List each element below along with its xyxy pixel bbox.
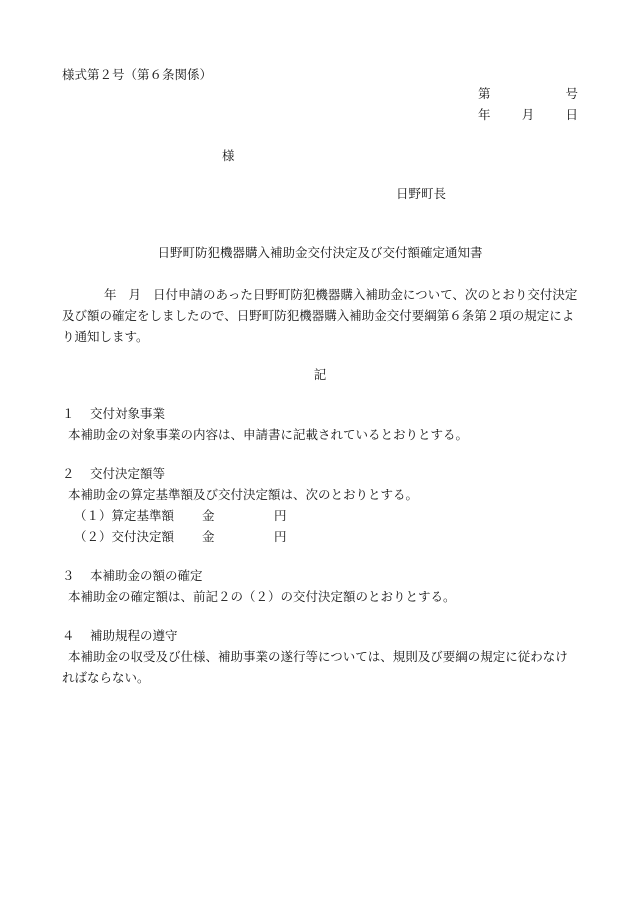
section-4-title: 補助規程の遵守 — [90, 628, 178, 643]
amount-kin: 金 — [202, 529, 215, 544]
section-4-body: 本補助金の収受及び仕様、補助事業の遂行等については、規則及び要綱の規定に従わなければならない。 — [62, 649, 568, 685]
section-1-number: １ — [62, 406, 75, 421]
amount-yen: 円 — [274, 508, 287, 523]
document-number-block — [478, 83, 578, 125]
intro-month: 月 — [128, 287, 142, 302]
section-1-heading — [62, 403, 165, 424]
amount-row-decision — [74, 526, 287, 547]
intro-paragraph — [62, 284, 578, 347]
intro-year: 年 — [104, 287, 117, 302]
section-2-body: 本補助金の算定基準額及び交付決定額は、次のとおりとする。 — [68, 487, 419, 502]
addressee-suffix: 様 — [222, 148, 235, 163]
section-3-body: 本補助金の確定額は、前記２の（２）の交付決定額のとおりとする。 — [68, 589, 456, 604]
amount-label: （２）交付決定額 — [74, 529, 175, 544]
number-suffix: 号 — [565, 86, 578, 101]
amount-label: （１）算定基準額 — [74, 508, 175, 523]
section-1-title: 交付対象事業 — [90, 406, 166, 421]
ki-heading: 記 — [313, 367, 327, 382]
notice-document — [62, 0, 578, 903]
section-2-heading — [62, 463, 165, 484]
issuer-name: 日野町長 — [396, 186, 447, 201]
section-2-title: 交付決定額等 — [90, 466, 166, 481]
section-3-heading — [62, 565, 203, 586]
amount-row-calc-base — [74, 505, 287, 526]
intro-text: 日付申請のあった日野町防犯機器購入補助金について、次のとおり交付決定及び額の確定をしましたので、日野町防犯機器購入補助金交付要綱第６条第２項の規定により通知します。 — [62, 287, 578, 344]
section-4-heading — [62, 625, 178, 646]
section-3-title: 本補助金の額の確定 — [90, 568, 203, 583]
section-4-number: ４ — [62, 628, 75, 643]
document-title: 日野町防犯機器購入補助金交付決定及び交付額確定通知書 — [157, 245, 483, 260]
section-2-number: ２ — [62, 466, 75, 481]
amount-yen: 円 — [274, 529, 287, 544]
date-day: 日 — [565, 107, 578, 122]
form-label: 様式第２号（第６条関係） — [62, 67, 213, 82]
section-1-body: 本補助金の対象事業の内容は、申請書に記載されているとおりとする。 — [68, 427, 469, 442]
section-3-number: ３ — [62, 568, 75, 583]
date-month: 月 — [521, 107, 535, 122]
amount-kin: 金 — [202, 508, 215, 523]
date-year: 年 — [478, 107, 491, 122]
document-number — [478, 83, 578, 104]
number-prefix: 第 — [478, 86, 491, 101]
issue-date — [478, 104, 578, 125]
